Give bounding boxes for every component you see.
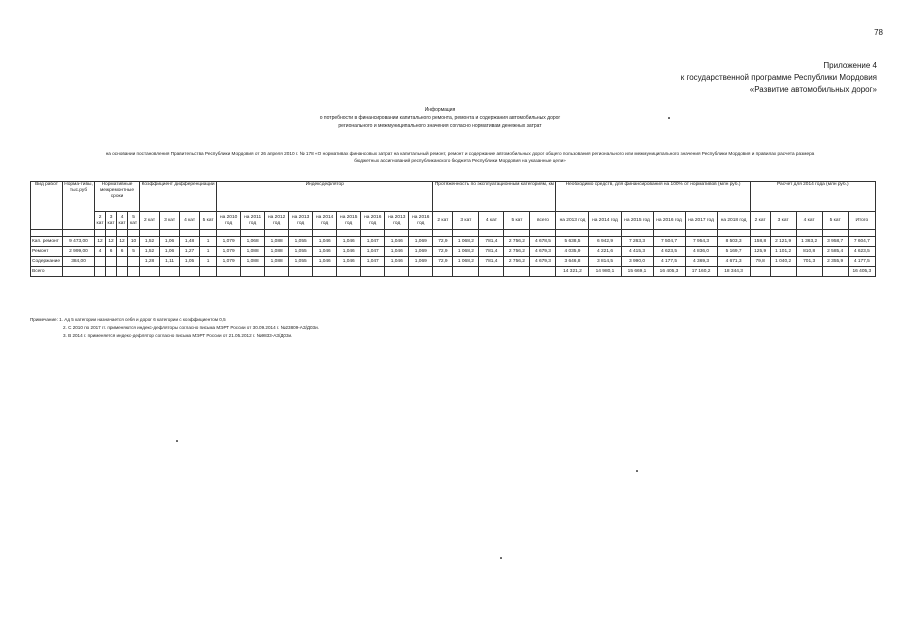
total-cell: 15 669,1 bbox=[621, 267, 653, 277]
empty-cell bbox=[160, 267, 180, 277]
row-label: Ремонт bbox=[31, 247, 63, 257]
row-label: Кап. ремонт bbox=[31, 237, 63, 247]
table-cell: 4 678,5 bbox=[530, 237, 556, 247]
table-cell: 1,046 bbox=[385, 247, 409, 257]
empty-cell bbox=[385, 267, 409, 277]
hdr-norm: Норма-тивы, тыс.руб bbox=[63, 182, 95, 230]
subheader-cell: 2 кат bbox=[433, 212, 453, 230]
table-cell: 1,088 bbox=[241, 247, 265, 257]
total-cell: 14 980,1 bbox=[589, 267, 621, 277]
table-cell: 781,4 bbox=[479, 257, 504, 267]
spacer-cell bbox=[160, 230, 180, 237]
table-cell: 1,046 bbox=[313, 257, 337, 267]
table-cell: 1,06 bbox=[160, 237, 180, 247]
table-cell: 4 177,5 bbox=[848, 257, 875, 267]
table-cell: 1,079 bbox=[217, 237, 241, 247]
empty-cell bbox=[117, 267, 128, 277]
table-cell: 1,047 bbox=[361, 247, 385, 257]
subheader-cell: 2 кат bbox=[140, 212, 160, 230]
spacer-cell bbox=[361, 230, 385, 237]
empty-cell bbox=[530, 267, 556, 277]
table-cell: 1,05 bbox=[180, 257, 200, 267]
spacer-cell bbox=[770, 230, 796, 237]
table-cell: 3 958,7 bbox=[822, 237, 848, 247]
table-cell: 1,046 bbox=[337, 237, 361, 247]
empty-cell bbox=[180, 267, 200, 277]
spacer-row bbox=[31, 230, 876, 237]
spacer-cell bbox=[453, 230, 479, 237]
subheader-cell: 5 кат bbox=[822, 212, 848, 230]
table-cell: 1,088 bbox=[265, 247, 289, 257]
table-cell: 12 bbox=[106, 237, 117, 247]
subheader-cell: на 2013 год bbox=[289, 212, 313, 230]
table-cell: 3 646,8 bbox=[556, 257, 589, 267]
table-cell: 1,52 bbox=[140, 237, 160, 247]
table-cell: 1,48 bbox=[180, 237, 200, 247]
table-cell: 72,9 bbox=[433, 237, 453, 247]
subheader-cell: 5 кат bbox=[504, 212, 530, 230]
table-cell: 1,088 bbox=[241, 257, 265, 267]
empty-cell bbox=[796, 267, 822, 277]
empty-cell bbox=[313, 267, 337, 277]
basis-line-1: на основании постановления Правительства Республики Мордовия от 26 апреля 2010 г. № 178 «О нормативах финансовых затрат на капитальный ремонт, ремонт и содержание автомобильных дорог общего пользования регионального или межмуниципального значения Республики Мордовия и правилах расчета размера bbox=[105, 151, 815, 156]
subheader-cell: на 2012 год bbox=[265, 212, 289, 230]
total-row bbox=[31, 267, 876, 277]
title-line-3: регионального и межмуниципального значения согласно нормативам денежных затрат bbox=[338, 123, 542, 129]
subheader-cell: 5 кат bbox=[128, 212, 140, 230]
table-cell: 1,088 bbox=[265, 237, 289, 247]
subheader-cell: 2 кат bbox=[95, 212, 106, 230]
table-cell bbox=[106, 257, 117, 267]
table-cell: 6 bbox=[117, 247, 128, 257]
table-cell: 4 623,5 bbox=[653, 247, 685, 257]
empty-cell bbox=[453, 267, 479, 277]
subheader-cell: на 2017 год bbox=[685, 212, 717, 230]
table-row bbox=[31, 247, 876, 257]
table-cell: 1 040,2 bbox=[770, 257, 796, 267]
table-cell: 158,8 bbox=[750, 237, 770, 247]
table-cell: 1,06 bbox=[160, 247, 180, 257]
table-cell: 72,9 bbox=[433, 257, 453, 267]
table-cell: 1,069 bbox=[409, 257, 433, 267]
table-cell: 1,11 bbox=[160, 257, 180, 267]
table-cell: 12 bbox=[95, 237, 106, 247]
table-cell: 5 169,7 bbox=[717, 247, 750, 257]
table-cell: 72,9 bbox=[433, 247, 453, 257]
subheader-cell: всего bbox=[530, 212, 556, 230]
subheader-cell: Итого bbox=[848, 212, 875, 230]
table-cell: 1,079 bbox=[217, 257, 241, 267]
table-cell: 1,088 bbox=[265, 257, 289, 267]
table-cell: 4 671,3 bbox=[717, 257, 750, 267]
table-cell: 8 503,3 bbox=[717, 237, 750, 247]
table-cell: 2 121,9 bbox=[770, 237, 796, 247]
subheader-cell: на 2016 год bbox=[361, 212, 385, 230]
table-cell: 1 bbox=[200, 247, 217, 257]
table-row bbox=[31, 257, 876, 267]
table-cell: 1 bbox=[200, 237, 217, 247]
table-cell: 1 bbox=[200, 257, 217, 267]
table-cell: 10 bbox=[128, 237, 140, 247]
empty-cell bbox=[433, 267, 453, 277]
empty-cell bbox=[750, 267, 770, 277]
subheader-cell: 3 кат bbox=[160, 212, 180, 230]
table-cell: 1,047 bbox=[361, 237, 385, 247]
table-cell: 4 035,9 bbox=[556, 247, 589, 257]
subheader-cell: на 2010 год bbox=[217, 212, 241, 230]
table-cell: 1,055 bbox=[289, 247, 313, 257]
spacer-cell bbox=[31, 230, 63, 237]
subheader-row bbox=[31, 212, 876, 230]
subheader-cell: 4 кат bbox=[796, 212, 822, 230]
table-cell: 2 999,00 bbox=[63, 247, 95, 257]
spacer-cell bbox=[337, 230, 361, 237]
spacer-cell bbox=[653, 230, 685, 237]
appendix-line-1: Приложение 4 bbox=[823, 61, 877, 70]
table-cell: 5 638,5 bbox=[556, 237, 589, 247]
table-cell: 1,28 bbox=[140, 257, 160, 267]
spacer-cell bbox=[128, 230, 140, 237]
table-cell bbox=[95, 257, 106, 267]
table-cell: 1,046 bbox=[337, 247, 361, 257]
table-cell: 125,9 bbox=[750, 247, 770, 257]
subheader-cell: на 2015 год bbox=[337, 212, 361, 230]
scan-speck bbox=[500, 557, 502, 559]
spacer-cell bbox=[848, 230, 875, 237]
spacer-cell bbox=[95, 230, 106, 237]
table-cell: 781,4 bbox=[479, 237, 504, 247]
subheader-cell: 2 кат bbox=[750, 212, 770, 230]
subheader-cell: на 2016 год bbox=[409, 212, 433, 230]
table-cell: 9 473,00 bbox=[63, 237, 95, 247]
appendix-line-3: «Развитие автомобильных дорог» bbox=[749, 85, 877, 94]
spacer-cell bbox=[504, 230, 530, 237]
table-cell: 781,4 bbox=[479, 247, 504, 257]
subheader-cell: на 2011 год bbox=[241, 212, 265, 230]
table-cell: 7 604,7 bbox=[848, 237, 875, 247]
empty-cell bbox=[822, 267, 848, 277]
spacer-cell bbox=[241, 230, 265, 237]
spacer-cell bbox=[717, 230, 750, 237]
scan-speck bbox=[668, 117, 670, 119]
table-cell: 1 068,2 bbox=[453, 237, 479, 247]
table-cell: 7 504,7 bbox=[653, 237, 685, 247]
spacer-cell bbox=[63, 230, 95, 237]
empty-cell bbox=[140, 267, 160, 277]
total-cell: 14 321,2 bbox=[556, 267, 589, 277]
table-cell: 810,8 bbox=[796, 247, 822, 257]
empty-cell bbox=[95, 267, 106, 277]
spacer-cell bbox=[822, 230, 848, 237]
empty-cell bbox=[63, 267, 95, 277]
table-cell: 2 355,9 bbox=[822, 257, 848, 267]
table-cell: 7 954,3 bbox=[685, 237, 717, 247]
subheader-cell: 4 кат bbox=[117, 212, 128, 230]
table-cell: 1,046 bbox=[337, 257, 361, 267]
table-cell bbox=[117, 257, 128, 267]
table-cell: 3 990,0 bbox=[621, 257, 653, 267]
spacer-cell bbox=[621, 230, 653, 237]
title-line-2: о потребности в финансировании капитального ремонта, ремонта и содержания автомобильных дорог bbox=[319, 115, 561, 121]
appendix-header bbox=[577, 60, 877, 96]
empty-cell bbox=[265, 267, 289, 277]
scan-speck bbox=[176, 440, 178, 442]
spacer-cell bbox=[750, 230, 770, 237]
spacer-cell bbox=[313, 230, 337, 237]
spacer-cell bbox=[289, 230, 313, 237]
empty-cell bbox=[504, 267, 530, 277]
subheader-cell: на 2015 год bbox=[621, 212, 653, 230]
subheader-cell: 5 кат bbox=[200, 212, 217, 230]
table-cell: 5 bbox=[128, 247, 140, 257]
table-cell: 79,8 bbox=[750, 257, 770, 267]
empty-cell bbox=[200, 267, 217, 277]
spacer-cell bbox=[530, 230, 556, 237]
table-cell: 701,3 bbox=[796, 257, 822, 267]
table-cell: 1,079 bbox=[217, 247, 241, 257]
scan-speck bbox=[636, 470, 638, 472]
hdr-need: Необходимо средств, для финансирования на 100% от нормативов (млн руб.) bbox=[556, 182, 750, 212]
empty-cell bbox=[361, 267, 385, 277]
empty-cell bbox=[217, 267, 241, 277]
header-row bbox=[31, 182, 876, 212]
empty-cell bbox=[337, 267, 361, 277]
table-cell bbox=[128, 257, 140, 267]
subheader-cell: на 2018 год bbox=[717, 212, 750, 230]
notes bbox=[30, 316, 530, 340]
spacer-cell bbox=[217, 230, 241, 237]
table-cell: 1,046 bbox=[313, 237, 337, 247]
table-cell: 4 369,3 bbox=[685, 257, 717, 267]
basis-line-2: бюджетных ассигнований республиканского бюджета Республики Мордовия на указанные цели» bbox=[354, 158, 566, 163]
spacer-cell bbox=[180, 230, 200, 237]
table-cell: 4 836,0 bbox=[685, 247, 717, 257]
title-line-1: Информация bbox=[424, 107, 456, 113]
table-cell: 1,055 bbox=[289, 237, 313, 247]
table-cell: 3 814,5 bbox=[589, 257, 621, 267]
empty-cell bbox=[289, 267, 313, 277]
empty-cell bbox=[106, 267, 117, 277]
total-cell: 18 344,3 bbox=[717, 267, 750, 277]
spacer-cell bbox=[200, 230, 217, 237]
spacer-cell bbox=[409, 230, 433, 237]
table-cell: 1 101,2 bbox=[770, 247, 796, 257]
legal-basis bbox=[30, 150, 890, 164]
table-cell: 2 756,2 bbox=[504, 257, 530, 267]
table-cell: 4 415,3 bbox=[621, 247, 653, 257]
hdr-index: Индексдефлятор bbox=[217, 182, 433, 212]
hdr-coefficient: Коэффициент дифференциации bbox=[140, 182, 217, 212]
subheader-cell: 4 кат bbox=[479, 212, 504, 230]
table-cell: 1,068 bbox=[241, 237, 265, 247]
table-cell: 4 221,6 bbox=[589, 247, 621, 257]
table-cell: 1,069 bbox=[409, 237, 433, 247]
empty-cell bbox=[770, 267, 796, 277]
table-body bbox=[31, 182, 876, 277]
subheader-cell: 3 кат bbox=[453, 212, 479, 230]
table-cell: 1,069 bbox=[409, 247, 433, 257]
spacer-cell bbox=[265, 230, 289, 237]
table-cell: 4 177,5 bbox=[653, 257, 685, 267]
table-cell: 1,055 bbox=[289, 257, 313, 267]
table-cell: 6 942,9 bbox=[589, 237, 621, 247]
table-row bbox=[31, 237, 876, 247]
spacer-cell bbox=[556, 230, 589, 237]
empty-cell bbox=[128, 267, 140, 277]
subheader-cell: на 2016 год bbox=[653, 212, 685, 230]
table-cell: 6 bbox=[106, 247, 117, 257]
table-cell: 4 bbox=[95, 247, 106, 257]
hdr-work-type: Вид работ bbox=[31, 182, 63, 230]
table-cell: 1,046 bbox=[385, 257, 409, 267]
hdr-repair-terms: Нормативные межремонтные сроки bbox=[95, 182, 140, 212]
empty-cell bbox=[409, 267, 433, 277]
table-cell: 2 756,2 bbox=[504, 247, 530, 257]
subheader-cell: 3 кат bbox=[770, 212, 796, 230]
spacer-cell bbox=[433, 230, 453, 237]
subheader-cell: на 2013 год bbox=[385, 212, 409, 230]
table-cell: 7 263,3 bbox=[621, 237, 653, 247]
table-cell: 1 363,2 bbox=[796, 237, 822, 247]
page-number: 78 bbox=[874, 28, 883, 37]
table-cell: 1,047 bbox=[361, 257, 385, 267]
table-cell: 1,52 bbox=[140, 247, 160, 257]
appendix-line-2: к государственной программе Республики Мордовия bbox=[680, 73, 877, 82]
note-line-1: Примечание: 1. Ад 5 категории назначается себя и дорог 6 категории с коэффициентом 0,5 bbox=[30, 317, 226, 322]
hdr-calc: Расчет для 2014 года (млн руб.) bbox=[750, 182, 875, 212]
table-cell: 1,046 bbox=[385, 237, 409, 247]
subheader-cell: 4 кат bbox=[180, 212, 200, 230]
table-cell: 1 068,2 bbox=[453, 257, 479, 267]
subheader-cell: 3 кат bbox=[106, 212, 117, 230]
row-label: Содержание bbox=[31, 257, 63, 267]
note-line-3: 3. В 2014 г. применяется индекс-дефлятор согласно письма МЭРТ России от 21.05.2012 г. №9833-АЗ/Д03и. bbox=[63, 333, 293, 338]
empty-cell bbox=[241, 267, 265, 277]
spacer-cell bbox=[117, 230, 128, 237]
spacer-cell bbox=[106, 230, 117, 237]
spacer-cell bbox=[685, 230, 717, 237]
note-line-2: 2. С 2010 по 2017 гг. применяются индекс-дефляторы согласно письма МЭРТ России от 30.09.2014 г. №23809-АЗ/Д03и. bbox=[63, 325, 319, 330]
total-cell: 16 405,3 bbox=[653, 267, 685, 277]
table-cell: 4 623,5 bbox=[848, 247, 875, 257]
total-cell: 17 160,2 bbox=[685, 267, 717, 277]
table-cell: 1,046 bbox=[313, 247, 337, 257]
table-cell: 4 679,3 bbox=[530, 257, 556, 267]
table-cell: 1 068,2 bbox=[453, 247, 479, 257]
table-cell: 2 585,4 bbox=[822, 247, 848, 257]
spacer-cell bbox=[589, 230, 621, 237]
spacer-cell bbox=[385, 230, 409, 237]
empty-cell bbox=[479, 267, 504, 277]
table-cell: 12 bbox=[117, 237, 128, 247]
grand-total-cell: 16 405,3 bbox=[848, 267, 875, 277]
document-title bbox=[240, 106, 640, 130]
hdr-length: Протяженность по эксплуатационным категориям, км bbox=[433, 182, 556, 212]
subheader-cell: на 2014 год bbox=[589, 212, 621, 230]
spacer-cell bbox=[479, 230, 504, 237]
table-cell: 2 756,2 bbox=[504, 237, 530, 247]
table-cell: 1,27 bbox=[180, 247, 200, 257]
table-cell: 384,00 bbox=[63, 257, 95, 267]
subheader-cell: на 2014 год bbox=[313, 212, 337, 230]
financing-table bbox=[30, 181, 876, 277]
total-label: Всего bbox=[31, 267, 63, 277]
spacer-cell bbox=[796, 230, 822, 237]
table-cell: 4 679,3 bbox=[530, 247, 556, 257]
subheader-cell: на 2013 год bbox=[556, 212, 589, 230]
spacer-cell bbox=[140, 230, 160, 237]
